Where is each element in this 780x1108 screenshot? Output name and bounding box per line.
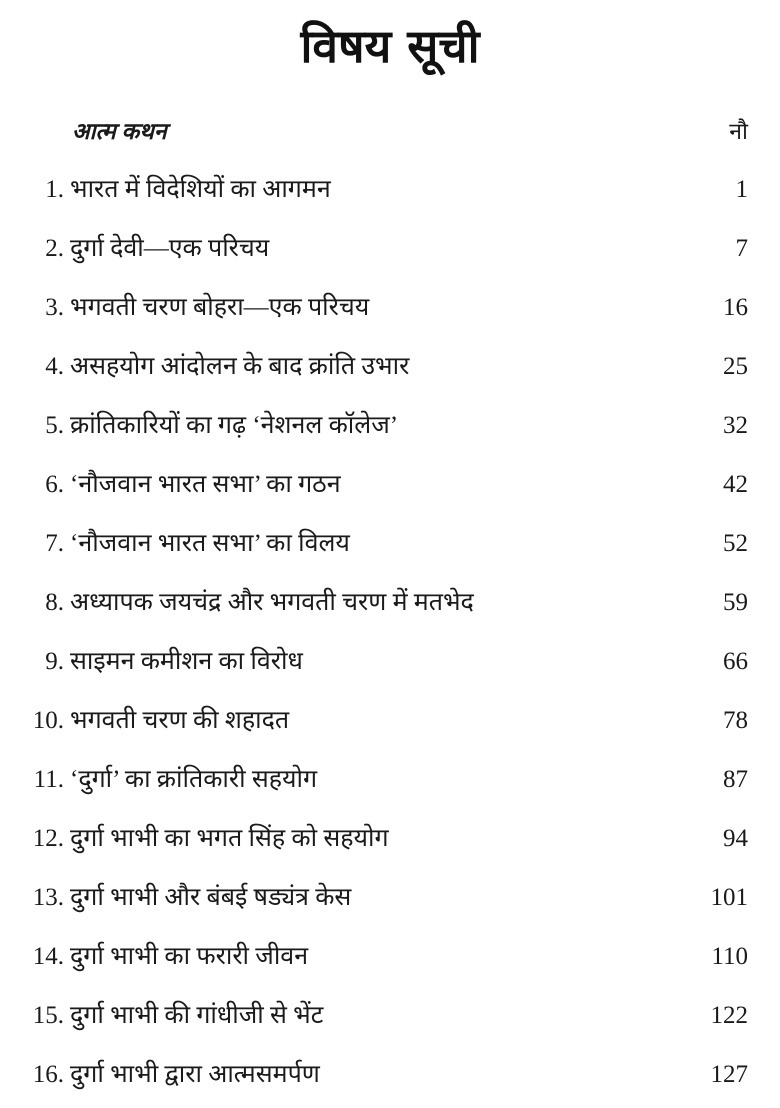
toc-entry-label: अध्यापक जयचंद्र और भगवती चरण में मतभेद bbox=[70, 589, 474, 616]
toc-entry[interactable] bbox=[0, 583, 780, 623]
toc-entry[interactable] bbox=[0, 996, 780, 1036]
toc-page-number: 42 bbox=[723, 471, 748, 498]
toc-page-number: 94 bbox=[723, 825, 748, 852]
toc-entry-number: 9. bbox=[45, 648, 64, 675]
toc-entry-label: भगवती चरण बोहरा—एक परिचय bbox=[70, 294, 370, 321]
toc-entry-number: 13. bbox=[32, 884, 64, 911]
toc-entry[interactable] bbox=[0, 465, 780, 505]
toc-page-number: 87 bbox=[723, 766, 748, 793]
toc-entry[interactable] bbox=[0, 229, 780, 269]
toc-entry[interactable] bbox=[0, 760, 780, 800]
toc-entry-label: भगवती चरण की शहादत bbox=[70, 707, 290, 734]
toc-page-number: 52 bbox=[723, 530, 748, 557]
toc-entry-number: 4. bbox=[45, 353, 64, 380]
toc-entry[interactable] bbox=[0, 524, 780, 564]
page-title: विषय सूची bbox=[300, 19, 480, 73]
toc-page-number: 25 bbox=[723, 353, 748, 380]
toc-intro-row[interactable] bbox=[0, 112, 780, 152]
toc-page-number: 78 bbox=[723, 707, 748, 734]
toc-entry-number: 15. bbox=[32, 1002, 64, 1029]
toc-page-number: 59 bbox=[723, 589, 748, 616]
toc-page-number: 1 bbox=[735, 176, 748, 203]
toc-page-number: 16 bbox=[723, 294, 748, 321]
toc-entry-number: 8. bbox=[45, 589, 64, 616]
toc-entry-label: ‘नौजवान भारत सभा’ का गठन bbox=[70, 471, 341, 498]
toc-entry[interactable] bbox=[0, 878, 780, 918]
toc-page-number: 7 bbox=[735, 235, 748, 262]
toc-entry[interactable] bbox=[0, 406, 780, 446]
toc-entry-number: 3. bbox=[45, 294, 64, 321]
toc-entry-label: दुर्गा भाभी का फरारी जीवन bbox=[70, 943, 309, 970]
toc-entry-number: 5. bbox=[45, 412, 64, 439]
toc-entry[interactable] bbox=[0, 170, 780, 210]
toc-entry-label: दुर्गा भाभी द्वारा आत्मसमर्पण bbox=[70, 1061, 320, 1088]
toc-entry-number: 1. bbox=[45, 176, 64, 203]
toc-entry[interactable] bbox=[0, 642, 780, 682]
toc-entry-number: 2. bbox=[45, 235, 64, 262]
toc-entry[interactable] bbox=[0, 347, 780, 387]
toc-page-number: 32 bbox=[723, 412, 748, 439]
toc-entry-label: दुर्गा भाभी की गांधीजी से भेंट bbox=[70, 1002, 324, 1029]
toc-entry-label: भारत में विदेशियों का आगमन bbox=[70, 176, 331, 203]
toc-entry-number: 14. bbox=[32, 943, 64, 970]
toc-entry-label: ‘नौजवान भारत सभा’ का विलय bbox=[70, 530, 350, 557]
toc-entry-number: 7. bbox=[45, 530, 64, 557]
toc-entry[interactable] bbox=[0, 288, 780, 328]
toc-page-number: 101 bbox=[710, 884, 748, 911]
toc-entry-label: क्रांतिकारियों का गढ़ ‘नेशनल कॉलेज’ bbox=[70, 412, 399, 439]
toc-entry[interactable] bbox=[0, 701, 780, 741]
toc-page-number: 66 bbox=[723, 648, 748, 675]
toc-page-number: 110 bbox=[711, 943, 748, 970]
toc-entry-label: आत्म कथन bbox=[72, 119, 167, 144]
toc-entry[interactable] bbox=[0, 937, 780, 977]
toc-page-number: 122 bbox=[710, 1002, 748, 1029]
toc-page-number: 127 bbox=[710, 1061, 748, 1088]
toc-entry[interactable] bbox=[0, 819, 780, 859]
toc-entry-label: साइमन कमीशन का विरोध bbox=[70, 648, 303, 675]
toc-entry-number: 12. bbox=[32, 825, 64, 852]
toc-entry-label: दुर्गा भाभी का भगत सिंह को सहयोग bbox=[70, 825, 389, 852]
toc-entry-label: ‘दुर्गा’ का क्रांतिकारी सहयोग bbox=[70, 766, 318, 793]
toc-entry-label: दुर्गा देवी—एक परिचय bbox=[70, 235, 270, 262]
toc-entry-number: 11. bbox=[33, 766, 64, 793]
toc-entry-number: 10. bbox=[32, 707, 64, 734]
toc-entry-number: 6. bbox=[45, 471, 64, 498]
toc-entry-label: दुर्गा भाभी और बंबई षड्यंत्र केस bbox=[70, 884, 352, 911]
toc-entry-number: 16. bbox=[32, 1061, 64, 1088]
toc-entry[interactable] bbox=[0, 1055, 780, 1095]
toc-page-number: नौ bbox=[729, 119, 748, 144]
toc-entry-label: असहयोग आंदोलन के बाद क्रांति उभार bbox=[70, 353, 410, 380]
